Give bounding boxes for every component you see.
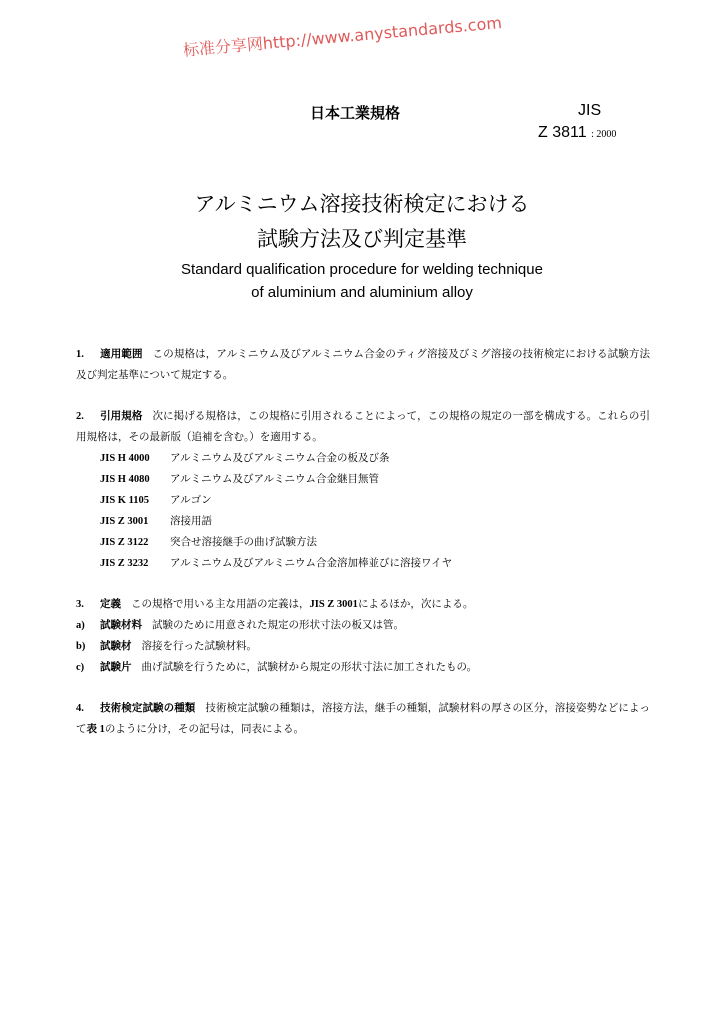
watermark-text: 标准分享网http://www.anystandards.com [182,13,503,60]
section-text-after: によるほか，次による。 [357,598,474,610]
section-2 [76,406,650,574]
section-4-paragraph [76,698,650,740]
standard-number [538,124,616,142]
section-2-paragraph [76,406,650,448]
title-ja-line2: 試験方法及び判定基準 [257,227,467,251]
section-number: 2. [76,411,84,422]
section-heading: 適用範囲 [100,348,143,360]
reference-title: アルミニウム及びアルミニウム合金の板及び条 [170,452,390,464]
reference-title: 突合せ溶接継手の曲げ試験方法 [170,536,317,548]
section-text: この規格は，アルミニウム及びアルミニウム合金のティグ溶接及びミグ溶接の技術検定における試験方法及び判定基準について規定する。 [76,348,651,381]
definition-item [76,636,650,657]
reference-item [100,511,650,532]
section-3-paragraph [76,594,650,615]
reference-title: 溶接用語 [170,515,212,527]
definition-mark: b) [76,641,86,652]
title-en-line1: Standard qualification procedure for welding technique [181,261,543,278]
standard-year: : 2000 [591,129,617,140]
standard-prefix: JIS [578,102,602,119]
title-ja-line1: アルミニウム溶接技術検定における [194,192,530,216]
table-reference: 表 1 [86,724,105,735]
reference-item [100,553,650,574]
reference-code: JIS H 4000 [100,453,150,464]
reference-item [100,448,650,469]
section-text-before: この規格で用いる主な用語の定義は， [131,598,310,610]
section-1-paragraph [76,344,650,386]
definition-item [76,657,650,678]
section-number: 3. [76,599,84,610]
reference-item [100,490,650,511]
section-heading: 定義 [100,598,121,610]
section-text-before: 技術検定試験の種類は，溶接方法，継手の種類，試験材料の厚さの区分，溶接姿勢などによって [76,702,651,735]
section-heading: 引用規格 [100,410,143,422]
standard-code: Z 3811 [538,124,587,141]
reference-item [100,469,650,490]
section-1 [76,344,650,386]
reference-code: JIS H 4080 [100,474,150,485]
reference-code: JIS Z 3232 [100,558,149,569]
reference-title: アルミニウム及びアルミニウム合金溶加棒並びに溶接ワイヤ [170,557,453,569]
section-text-after: のように分け，その記号は，同表による。 [104,723,304,735]
section-heading: 技術検定試験の種類 [100,702,196,714]
reference-code: JIS K 1105 [100,495,150,506]
section-number: 4. [76,703,84,714]
section-4 [76,698,650,740]
reference-code: JIS Z 3001 [100,516,149,527]
section-3 [76,594,650,678]
section-number: 1. [76,349,84,360]
definition-mark: a) [76,620,85,631]
title-en-line2: of aluminium and aluminium alloy [251,284,473,301]
definition-mark: c) [76,662,85,673]
section-reference: JIS Z 3001 [309,599,358,610]
reference-title: アルミニウム及びアルミニウム合金継目無管 [170,473,379,485]
definition-item [76,615,650,636]
reference-item [100,532,650,553]
section-text: 次に掲げる規格は，この規格に引用されることによって，この規格の規定の一部を構成する。これらの引用規格は，その最新版（追補を含む。）を適用する。 [76,410,650,443]
reference-code: JIS Z 3122 [100,537,149,548]
reference-title: アルゴン [170,494,212,506]
definition-term: 試験材料 [100,619,142,631]
definition-text: 溶接を行った試験材料。 [141,640,257,652]
definition-term: 試験材 [100,640,132,652]
definition-text: 試験のために用意された規定の形状寸法の板又は管。 [152,619,404,631]
standard-name: 日本工業規格 [310,104,401,122]
definition-term: 試験片 [100,661,132,673]
definition-text: 曲げ試験を行うために，試験材から規定の形状寸法に加工されたもの。 [141,661,478,673]
